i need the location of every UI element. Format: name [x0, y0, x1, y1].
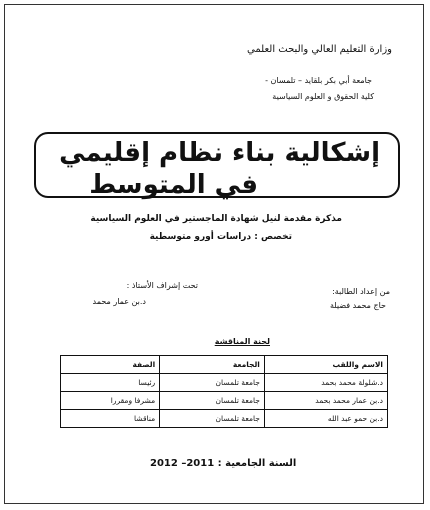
committee-table-header — [61, 356, 388, 374]
table-row — [61, 410, 388, 428]
memo-description: مذكرة مقدمة لنيل شهادة الماجستير في العلوم السياسية — [90, 214, 342, 224]
table-row — [61, 374, 388, 392]
ministry-name: وزارة التعليم العالي والبحث العلمي — [247, 44, 392, 55]
table-row — [61, 392, 388, 410]
member-role: مناقشا — [61, 410, 160, 428]
supervisor-label: تحت إشراف الأستاذ : — [126, 281, 198, 290]
member-name: د.بن عمار محمد بحمد — [264, 392, 387, 410]
member-name: د.بن حمو عبد الله — [264, 410, 387, 428]
committee-title: لجنة المناقشة — [214, 337, 270, 346]
header-university: الجامعة — [160, 356, 265, 374]
member-role: مشرفا ومقررا — [61, 392, 160, 410]
academic-year: السنة الجامعية : 2011– 2012 — [150, 458, 297, 469]
faculty-name: كلية الحقوق و العلوم السياسية — [272, 92, 374, 101]
member-university: جامعة تلمسان — [160, 392, 265, 410]
university-name: جامعة أبي بكر بلقايد – تلمسان - — [265, 76, 372, 85]
supervisor-name: د.بن عمار محمد — [92, 297, 146, 306]
specialty: تخصص : دراسات أورو متوسطية — [149, 232, 292, 242]
member-university: جامعة تلمسان — [160, 410, 265, 428]
committee-table — [60, 355, 388, 428]
header-name: الاسم واللقب — [264, 356, 387, 374]
thesis-title-line-2: في المتوسط — [89, 170, 258, 200]
member-university: جامعة تلمسان — [160, 374, 265, 392]
prepared-by-label: من إعداد الطالبة: — [332, 287, 390, 296]
thesis-title-line-1: إشكالية بناء نظام إقليمي — [59, 138, 380, 168]
header-role: الصفة — [61, 356, 160, 374]
student-name: حاج محمد فضيلة — [329, 301, 386, 310]
member-name: د.شلولة محمد بحمد — [264, 374, 387, 392]
member-role: رئيسا — [61, 374, 160, 392]
